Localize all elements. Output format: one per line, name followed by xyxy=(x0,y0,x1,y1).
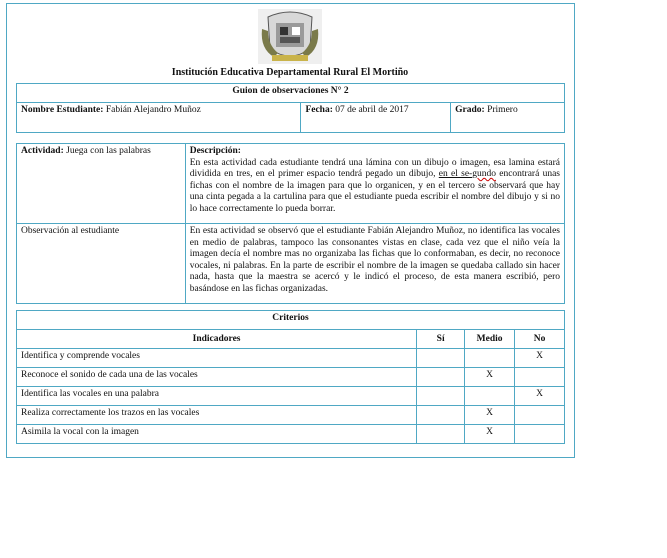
grade-cell xyxy=(451,103,565,133)
table-row xyxy=(17,406,565,425)
criteria-header-no: No xyxy=(515,330,565,349)
student-cell xyxy=(17,103,301,133)
grade-label: Grado: xyxy=(455,105,485,115)
no-cell xyxy=(515,368,565,387)
no-cell xyxy=(515,425,565,444)
description-text-a: En esta actividad cada estudiante tendrá una lámina con un dibujo o imagen, esa lamina estará dividida en tres, en el primer espacio tendrá pegado un dibujo, xyxy=(189,157,560,179)
indicator-cell: Realiza correctamente los trazos en las vocales xyxy=(17,406,417,425)
institution-name: Institución Educativa Departamental Rural El Mortiño xyxy=(171,67,409,78)
grade-value: Primero xyxy=(487,105,518,115)
medio-cell xyxy=(465,387,515,406)
date-label: Fecha: xyxy=(305,105,333,115)
school-crest-logo xyxy=(258,9,322,64)
table-row xyxy=(17,425,565,444)
description-text-d: encontrará unas fichas con el nombre de la imagen para que lo organicen, y en el tercero se observará que hay una cinta pegada a la cartulina para que el estudiante pueda escribir el nombre del dibujo y si no lo hace correctamente lo pueda borrar. xyxy=(189,169,560,214)
guide-title: Guion de observaciones N° 2 xyxy=(17,84,565,103)
criteria-header-medio: Medio xyxy=(465,330,515,349)
no-cell: X xyxy=(515,387,565,406)
description-cell xyxy=(185,144,564,224)
criteria-header-si: Sí xyxy=(417,330,465,349)
indicator-cell: Identifica las vocales en una palabra xyxy=(17,387,417,406)
date-cell xyxy=(301,103,451,133)
activity-table xyxy=(16,143,565,304)
indicator-cell: Asimila la vocal con la imagen xyxy=(17,425,417,444)
table-row xyxy=(17,387,565,406)
indicator-cell: Reconoce el sonido de cada una de las vocales xyxy=(17,368,417,387)
criteria-table xyxy=(16,310,565,444)
description-text-c: gundo xyxy=(472,169,496,179)
si-cell xyxy=(417,368,465,387)
medio-cell: X xyxy=(465,406,515,425)
si-cell xyxy=(417,387,465,406)
activity-cell xyxy=(17,144,186,224)
observation-label-cell: Observación al estudiante xyxy=(17,224,186,304)
criteria-title: Criterios xyxy=(17,311,565,330)
medio-cell: X xyxy=(465,425,515,444)
activity-value: Juega con las palabras xyxy=(66,146,151,156)
si-cell xyxy=(417,406,465,425)
table-row xyxy=(17,349,565,368)
date-value: 07 de abril de 2017 xyxy=(335,105,409,115)
no-cell: X xyxy=(515,349,565,368)
table-row xyxy=(17,368,565,387)
medio-cell xyxy=(465,349,515,368)
activity-label: Actividad: xyxy=(21,146,64,156)
header-table xyxy=(16,83,565,133)
observation-text: En esta actividad se observó que el estudiante Fabián Alejandro Muñoz, no identifica las vocales en medio de palabras, tampoco las consonantes vistas en clase, cada vez que el niño veía la imagen decía el nombre mas no organizaba las fichas que lo conformaban, es decir, no reconoce vocales, ni palabras. En la parte de escribir el nombre de la imagen se quedaba callado sin hacer nada, hasta que la maestra se acercó y le indicó el proceso, de esta manera escribió, pero basándose en las fichas organizadas. xyxy=(185,224,564,304)
medio-cell: X xyxy=(465,368,515,387)
no-cell xyxy=(515,406,565,425)
student-name: Fabián Alejandro Muñoz xyxy=(105,105,201,115)
student-label: Nombre Estudiante: xyxy=(21,105,104,115)
description-text-b: en el se- xyxy=(438,169,473,179)
indicator-cell: Identifica y comprende vocales xyxy=(17,349,417,368)
si-cell xyxy=(417,425,465,444)
criteria-header-indicators: Indicadores xyxy=(17,330,417,349)
description-label: Descripción: xyxy=(189,146,241,156)
si-cell xyxy=(417,349,465,368)
